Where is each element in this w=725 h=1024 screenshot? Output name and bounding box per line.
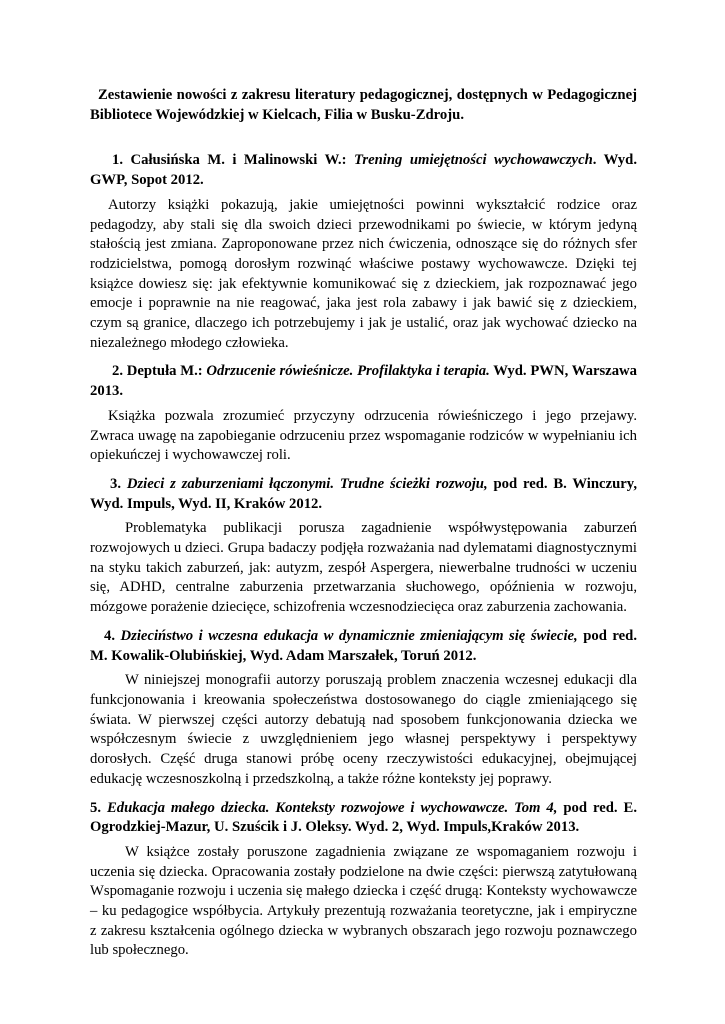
book-entry xyxy=(90,362,637,466)
book-heading xyxy=(90,362,637,401)
heading-authors: 4. xyxy=(104,627,121,644)
book-heading xyxy=(90,799,637,838)
book-description: Książka pozwala zrozumieć przyczyny odrzucenia rówieśniczego i jego przejawy. Zwraca uwagę na zapobieganie odrzuceniu przez wspomaganie rodziców w wypełnianiu ich opiekuńczej i wychowawczej roli. xyxy=(90,407,637,464)
book-heading xyxy=(90,475,637,514)
book-entry xyxy=(90,151,637,353)
heading-publisher: Wyd. PWN, Warszawa 2013. xyxy=(90,363,637,400)
book-entry xyxy=(90,799,637,962)
heading-authors: 5. xyxy=(90,799,107,816)
heading-book-title: Edukacja małego dziecka. Konteksty rozwojowe i wychowawcze. Tom 4, xyxy=(106,799,558,816)
heading-authors: 2. Deptuła M.: xyxy=(112,363,207,380)
heading-publisher: pod red. M. Kowalik-Olubińskiej, Wyd. Adam Marszałek, Toruń 2012. xyxy=(90,627,638,664)
heading-authors: 1. Całusińska M. i Malinowski W.: xyxy=(112,152,354,169)
book-description: Autorzy książki pokazują, jakie umiejętności powinni wykształcić rodzice oraz pedagodzy, aby stali się dla swoich dzieci przewodnikami po świecie, w którym jedyną stałością jest zmiana. Zaproponowane przez nich ćwiczenia, odnoszące się do różnych sfer rodzicielstwa, pomogą dorosłym rozwinąć właściwe postawy wychowawcze. Dzięki tej książce dowiesz się: jak efektywnie komunikować się z dzieckiem, jak rozpoznawać jego emocje i poprawnie na nie reagować, jaka jest rola zabawy i jak bawić się z dzieckiem, czym są granice, dlaczego ich potrzebujemy i jak je ustalić, oraz jak wychować dziecko na niezależnego młodego człowieka. xyxy=(90,196,637,351)
document-title: Zestawienie nowości z zakresu literatury pedagogicznej, dostępnych w Pedagogicznej Bibliotece Wojewódzkiej w Kielcach, Filia w Busku-Zdroju. xyxy=(90,87,637,123)
heading-book-title: Dzieci z zaburzeniami łączonymi. Trudne ścieżki rozwoju, xyxy=(126,475,488,492)
book-entry xyxy=(90,475,637,618)
book-heading xyxy=(90,151,637,190)
book-description: Problematyka publikacji porusza zagadnienie współwystępowania zaburzeń rozwojowych u dzieci. Grupa badaczy podjęła rozważania nad dylematami diagnostycznymi na styku takich zaburzeń, jak: autyzm, zespół Aspergera, niewerbalne trudności w uczeniu się, ADHD, centralne zaburzenia przetwarzania słuchowego, opóźnienia w rozwoju, mózgowe porażenie dziecięce, schizofrenia wczesnodziecięca oraz zaburzenia zachowania. xyxy=(90,520,637,616)
heading-publisher: . Wyd. GWP, Sopot 2012. xyxy=(90,152,637,189)
book-heading xyxy=(90,627,637,666)
book-description: W niniejszej monografii autorzy poruszają problem znaczenia wczesnej edukacji dla funkcjonowania i kreowania społeczeństwa dostosowanego do ciągle zmieniającego się świata. W pierwszej części autorzy debatują nad sposobem funkcjonowania dziecka we współczesnym świecie z uwzględnieniem jego własnej perspektywy i perspektywy dorosłych. Część druga stanowi próbę oceny rzeczywistości edukacyjnej, obejmującej edukację wczesnoszkolną i przedszkolną, a także różne konteksty jej poprawy. xyxy=(90,672,637,787)
book-description: W książce zostały poruszone zagadnienia związane ze wspomaganiem rozwoju i uczenia się dziecka. Opracowania zostały podzielone na dwie części: pierwszą zatytułowaną Wspomaganie rozwoju i uczenia się małego dziecka i część drugą: Konteksty wychowawcze – ku pedagogice współbycia. Artykuły prezentują rozważania teoretyczne, jak i empiryczne z zakresu kształcenia ogólnego dziecka w wybranych obszarach jego rozwoju poznawczego lub społecznego. xyxy=(90,843,637,959)
heading-publisher: pod red. B. Winczury, Wyd. Impuls, Wyd. II, Kraków 2012. xyxy=(90,475,637,512)
heading-publisher: pod red. E. Ogrodzkiej-Mazur, U. Szuścik i J. Oleksy. Wyd. 2, Wyd. Impuls,Kraków 2013. xyxy=(90,799,638,836)
book-entry xyxy=(90,627,637,790)
heading-book-title: Trening umiejętności wychowawczych xyxy=(353,152,593,169)
heading-book-title: Dzieciństwo i wczesna edukacja w dynamicznie zmieniającym się świecie, xyxy=(120,627,578,644)
heading-authors: 3. xyxy=(110,475,127,492)
heading-book-title: Odrzucenie rówieśnicze. Profilaktyka i terapia. xyxy=(206,363,490,380)
